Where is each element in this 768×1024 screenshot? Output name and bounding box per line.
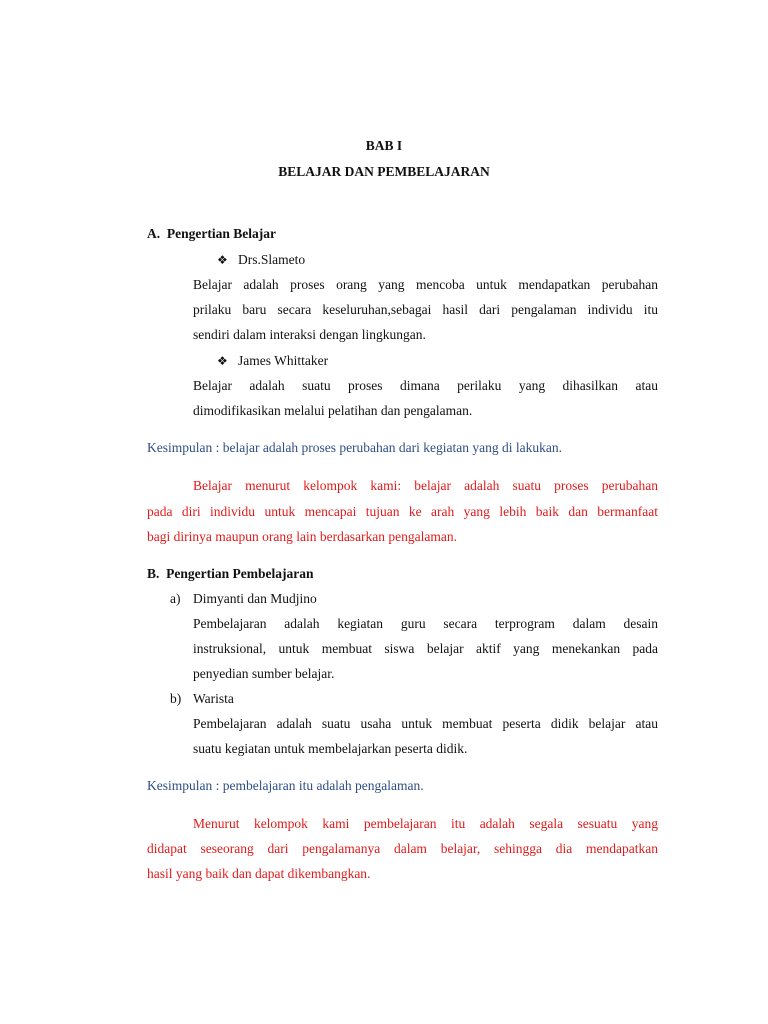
dimyanti-definition-line-3: penyedian sumber belajar.	[193, 666, 335, 681]
whittaker-definition-line-1: Belajar adalah suatu proses dimana perilaku yang dihasilkan atau	[193, 378, 658, 393]
list-marker-a: a)	[170, 591, 181, 606]
group-opinion-pembelajaran-line-1: Menurut kelompok kami pembelajaran itu adalah segala sesuatu yang	[193, 816, 658, 831]
expert-name-dimyanti: Dimyanti dan Mudjino	[193, 591, 317, 606]
conclusion-label: Kesimpulan :	[147, 440, 220, 455]
slameto-definition-line-2: prilaku baru secara keseluruhan,sebagai hasil dari pengalaman individu itu	[193, 302, 658, 317]
whittaker-definition-line-2: dimodifikasikan melalui pelatihan dan pengalaman.	[193, 403, 473, 418]
group-opinion-pembelajaran-line-2: didapat seseorang dari pengalamanya dalam belajar, sehingga dia mendapatkan	[147, 841, 658, 856]
group-opinion-pembelajaran-line-3: hasil yang baik dan dapat dikembangkan.	[147, 866, 371, 881]
conclusion-text: belajar adalah proses perubahan dari kegiatan yang di lakukan.	[222, 440, 562, 455]
section-a-heading: A. Pengertian Belajar	[147, 226, 276, 241]
slameto-definition-line-1: Belajar adalah proses orang yang mencoba untuk mendapatkan perubahan	[193, 277, 658, 292]
four-diamond-bullet-icon: ❖	[217, 253, 228, 267]
dimyanti-definition-line-2: instruksional, untuk membuat siswa belajar aktif yang menekankan pada	[193, 641, 658, 656]
expert-name-warista: Warista	[193, 691, 234, 706]
group-opinion-belajar-line-2: pada diri individu untuk mencapai tujuan ke arah yang lebih baik dan bermanfaat	[147, 504, 658, 519]
chapter-number: BAB I	[365, 138, 403, 153]
expert-name-slameto: Drs.Slameto	[238, 252, 306, 267]
dimyanti-definition-line-1: Pembelajaran adalah kegiatan guru secara terprogram dalam desain	[193, 616, 658, 631]
four-diamond-bullet-icon: ❖	[217, 354, 228, 368]
chapter-title: BELAJAR DAN PEMBELAJARAN	[278, 164, 490, 179]
warista-definition-line-2: suatu kegiatan untuk membelajarkan peserta didik.	[193, 741, 468, 756]
slameto-definition-line-3: sendiri dalam interaksi dengan lingkungan.	[193, 327, 426, 342]
section-a-conclusion	[147, 439, 562, 457]
section-b-heading: B. Pengertian Pembelajaran	[147, 566, 314, 581]
list-marker-b: b)	[170, 691, 182, 706]
section-b-conclusion: Kesimpulan : pembelajaran itu adalah pengalaman.	[147, 778, 424, 793]
group-opinion-belajar-line-1: Belajar menurut kelompok kami: belajar adalah suatu proses perubahan	[193, 478, 658, 493]
group-opinion-belajar-line-3: bagi dirinya maupun orang lain berdasarkan pengalaman.	[147, 529, 458, 544]
warista-definition-line-1: Pembelajaran adalah suatu usaha untuk membuat peserta didik belajar atau	[193, 716, 658, 731]
expert-name-whittaker: James Whittaker	[238, 353, 329, 368]
